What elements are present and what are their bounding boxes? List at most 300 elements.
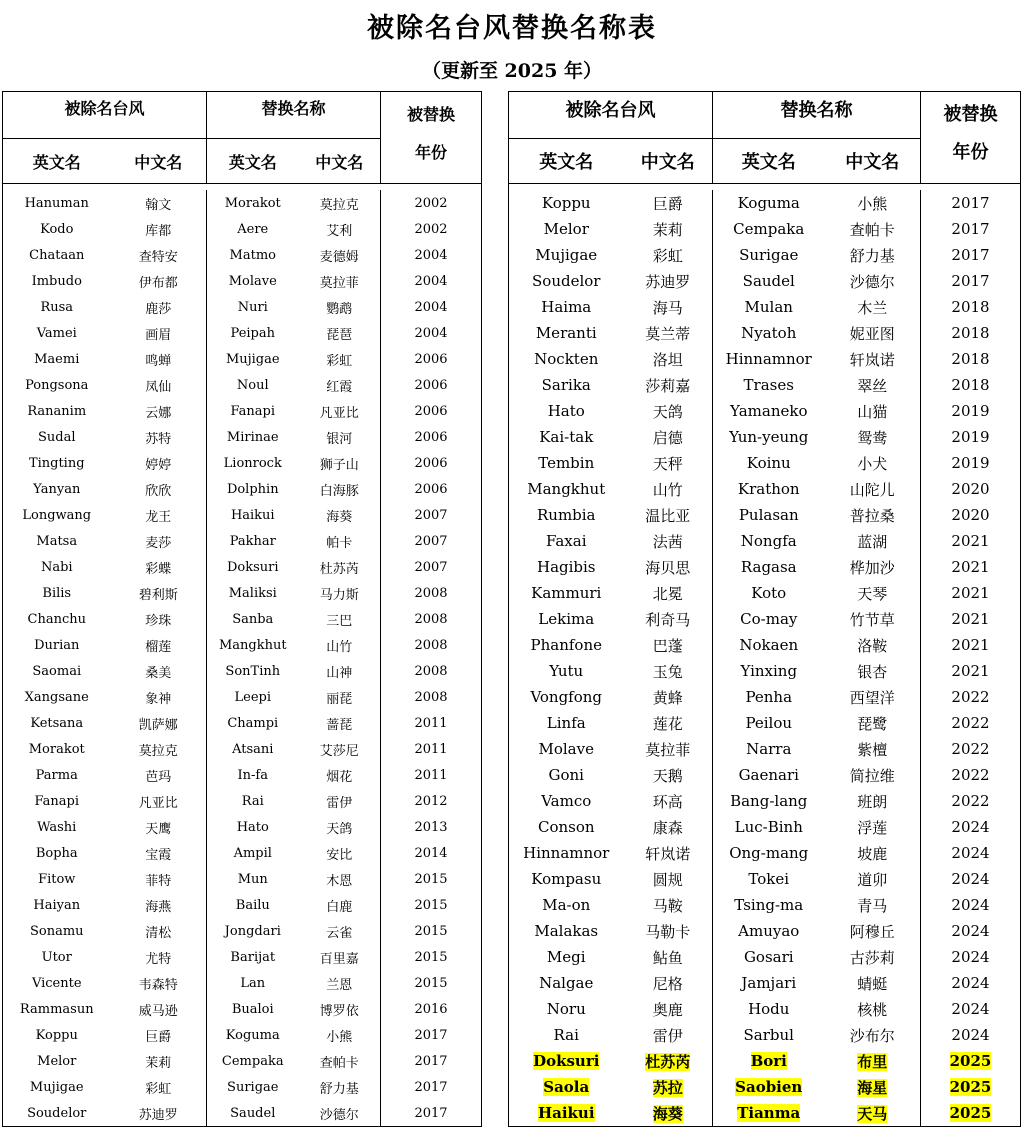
retired-en-text: Ketsana bbox=[30, 715, 84, 731]
retired-en-text: Kai-tak bbox=[539, 428, 594, 446]
header-new-zh: 中文名 bbox=[825, 139, 921, 184]
retired-en-text: Yanyan bbox=[33, 481, 81, 497]
new-zh-text: 红霞 bbox=[326, 379, 353, 395]
new-zh-text: 帕卡 bbox=[326, 535, 353, 551]
table-row bbox=[3, 268, 482, 294]
retired-en-cell bbox=[3, 944, 111, 970]
retired-zh-cell bbox=[111, 424, 207, 450]
new-zh-cell bbox=[299, 1048, 381, 1074]
new-zh-cell bbox=[299, 450, 381, 476]
new-zh-cell bbox=[825, 528, 921, 554]
retired-en-cell bbox=[3, 294, 111, 320]
year-cell bbox=[921, 814, 1021, 840]
retired-zh-cell bbox=[111, 892, 207, 918]
table-row bbox=[509, 840, 1021, 866]
header-year-bottom: 年份 bbox=[952, 142, 989, 163]
table-row bbox=[3, 866, 482, 892]
new-zh-cell bbox=[299, 346, 381, 372]
table-row bbox=[3, 632, 482, 658]
retired-en-text: Chataan bbox=[29, 247, 85, 263]
retired-zh-cell bbox=[624, 840, 713, 866]
table-row bbox=[509, 294, 1021, 320]
new-zh-text: 银河 bbox=[326, 431, 353, 447]
year-cell bbox=[381, 372, 482, 398]
new-en-text: Pakhar bbox=[229, 533, 276, 549]
retired-zh-cell bbox=[624, 1022, 713, 1048]
retired-en-text: Kompasu bbox=[531, 870, 602, 888]
page-title: 被除名台风替换名称表 bbox=[367, 13, 657, 44]
retired-en-cell bbox=[3, 918, 111, 944]
new-en-cell bbox=[713, 918, 825, 944]
table-row bbox=[3, 710, 482, 736]
retired-en-cell bbox=[509, 346, 624, 372]
retired-en-cell bbox=[3, 528, 111, 554]
year-text: 2007 bbox=[414, 559, 448, 575]
new-zh-cell bbox=[299, 294, 381, 320]
retired-en-text: Sarika bbox=[541, 376, 591, 394]
new-en-text: Tsing-ma bbox=[734, 896, 804, 914]
retired-en-text: Chanchu bbox=[27, 611, 86, 627]
retired-en-text: Maemi bbox=[34, 351, 80, 367]
new-en-cell bbox=[713, 554, 825, 580]
new-en-text: Mangkhut bbox=[218, 637, 287, 653]
table-row bbox=[3, 1100, 482, 1127]
new-en-cell bbox=[713, 762, 825, 788]
retired-en-cell bbox=[509, 1022, 624, 1048]
year-cell bbox=[381, 788, 482, 814]
new-zh-text: 马力斯 bbox=[319, 587, 359, 603]
new-en-cell bbox=[207, 684, 299, 710]
new-zh-text: 凡亚比 bbox=[319, 405, 359, 421]
retired-zh-text: 巴蓬 bbox=[652, 636, 683, 655]
new-zh-text: 丽琵 bbox=[326, 691, 353, 707]
retired-en-cell bbox=[509, 554, 624, 580]
retired-zh-cell bbox=[624, 242, 713, 268]
retired-en-cell bbox=[3, 1074, 111, 1100]
retired-en-cell bbox=[3, 476, 111, 502]
year-text: 2022 bbox=[951, 792, 990, 810]
new-en-text: SonTinh bbox=[225, 663, 281, 679]
year-text: 2007 bbox=[414, 533, 448, 549]
new-en-cell bbox=[207, 866, 299, 892]
retired-zh-cell bbox=[111, 944, 207, 970]
new-en-text: Koguma bbox=[225, 1027, 280, 1043]
year-cell bbox=[381, 242, 482, 268]
new-en-text: Krathon bbox=[737, 480, 800, 498]
year-text: 2017 bbox=[951, 194, 990, 212]
table-row bbox=[509, 372, 1021, 398]
new-en-text: Yun-yeung bbox=[729, 428, 809, 446]
retired-en-text: Nalgae bbox=[539, 974, 594, 992]
table-row bbox=[3, 892, 482, 918]
retired-en-cell bbox=[3, 996, 111, 1022]
retired-zh-cell bbox=[624, 710, 713, 736]
new-en-cell bbox=[207, 450, 299, 476]
new-en-cell bbox=[207, 424, 299, 450]
retired-en-cell bbox=[3, 632, 111, 658]
new-en-cell bbox=[207, 554, 299, 580]
year-cell bbox=[381, 918, 482, 944]
new-zh-cell bbox=[825, 268, 921, 294]
retired-en-cell bbox=[509, 242, 624, 268]
new-en-text: Gosari bbox=[743, 948, 794, 966]
new-zh-text: 天马 bbox=[857, 1104, 888, 1123]
new-zh-text: 舒力基 bbox=[319, 1081, 359, 1097]
year-text: 2017 bbox=[951, 272, 990, 290]
year-text: 2007 bbox=[414, 507, 448, 523]
retired-en-cell bbox=[509, 814, 624, 840]
year-cell bbox=[921, 710, 1021, 736]
year-text: 2024 bbox=[951, 922, 990, 940]
retired-zh-text: 莫兰蒂 bbox=[645, 324, 691, 343]
year-cell bbox=[921, 1100, 1021, 1127]
retired-en-cell bbox=[3, 268, 111, 294]
retired-en-text: Linfa bbox=[546, 714, 586, 732]
year-text: 2006 bbox=[414, 351, 448, 367]
new-en-text: Noul bbox=[236, 377, 269, 393]
retired-en-cell bbox=[3, 424, 111, 450]
year-cell bbox=[921, 1074, 1021, 1100]
year-text: 2017 bbox=[414, 1079, 448, 1095]
year-cell bbox=[921, 216, 1021, 242]
year-text: 2018 bbox=[951, 298, 990, 316]
year-text: 2018 bbox=[951, 350, 990, 368]
new-zh-text: 安比 bbox=[326, 847, 353, 863]
new-en-text: Saudel bbox=[230, 1105, 276, 1121]
retired-zh-text: 尼格 bbox=[652, 974, 683, 993]
new-en-text: Yamaneko bbox=[729, 402, 808, 420]
new-en-text: Co-may bbox=[740, 610, 798, 628]
table-row bbox=[509, 346, 1021, 372]
year-text: 2011 bbox=[414, 715, 448, 731]
new-zh-cell bbox=[825, 424, 921, 450]
retired-en-cell bbox=[3, 580, 111, 606]
year-cell bbox=[381, 970, 482, 996]
new-en-text: Peilou bbox=[745, 714, 793, 732]
retired-zh-text: 查特安 bbox=[138, 249, 178, 265]
new-en-text: Tokei bbox=[748, 870, 790, 888]
year-cell bbox=[921, 528, 1021, 554]
retired-zh-text: 马勒卡 bbox=[645, 922, 691, 941]
new-en-cell bbox=[207, 580, 299, 606]
new-zh-cell bbox=[825, 684, 921, 710]
retired-en-cell bbox=[3, 1100, 111, 1127]
new-en-cell bbox=[713, 216, 825, 242]
new-en-cell bbox=[207, 710, 299, 736]
header-new-zh: 中文名 bbox=[299, 139, 381, 184]
retired-zh-text: 莎莉嘉 bbox=[645, 376, 691, 395]
new-en-cell bbox=[713, 320, 825, 346]
table-row bbox=[3, 476, 482, 502]
retired-en-cell bbox=[509, 892, 624, 918]
retired-en-cell bbox=[3, 346, 111, 372]
new-zh-text: 普拉桑 bbox=[849, 506, 895, 525]
new-zh-text: 天鸽 bbox=[326, 821, 353, 837]
retired-en-text: Ma-on bbox=[542, 896, 591, 914]
table-row bbox=[509, 658, 1021, 684]
new-en-text: Barijat bbox=[230, 949, 276, 965]
retired-zh-text: 环高 bbox=[652, 792, 683, 811]
new-zh-cell bbox=[299, 580, 381, 606]
table-row bbox=[509, 216, 1021, 242]
retired-zh-cell bbox=[624, 762, 713, 788]
new-en-text: Sarbul bbox=[743, 1026, 794, 1044]
table-row bbox=[509, 684, 1021, 710]
retired-zh-text: 苏迪罗 bbox=[138, 1107, 178, 1123]
new-en-text: Sanba bbox=[232, 611, 274, 627]
new-zh-cell bbox=[825, 918, 921, 944]
year-text: 2022 bbox=[951, 688, 990, 706]
new-zh-text: 山陀儿 bbox=[849, 480, 895, 499]
retired-zh-text: 桑美 bbox=[145, 665, 172, 681]
retired-zh-cell bbox=[624, 554, 713, 580]
new-en-cell bbox=[207, 398, 299, 424]
new-en-cell bbox=[713, 190, 825, 216]
year-cell bbox=[381, 216, 482, 242]
year-text: 2017 bbox=[414, 1053, 448, 1069]
retired-en-text: Morakot bbox=[28, 741, 85, 757]
new-en-cell bbox=[713, 736, 825, 762]
new-en-text: Mujigae bbox=[225, 351, 280, 367]
new-en-text: Nokaen bbox=[739, 636, 799, 654]
new-zh-text: 海葵 bbox=[326, 509, 353, 525]
new-en-text: Nongfa bbox=[740, 532, 797, 550]
retired-zh-text: 启德 bbox=[652, 428, 683, 447]
new-en-cell bbox=[713, 996, 825, 1022]
retired-zh-cell bbox=[111, 372, 207, 398]
retired-zh-cell bbox=[111, 1100, 207, 1127]
new-en-text: Dolphin bbox=[226, 481, 279, 497]
retired-zh-text: 洛坦 bbox=[652, 350, 683, 369]
new-en-text: Penha bbox=[745, 688, 793, 706]
retired-en-text: Nockten bbox=[534, 350, 599, 368]
retired-zh-text: 清松 bbox=[145, 925, 172, 941]
new-zh-cell bbox=[299, 970, 381, 996]
retired-en-text: Hato bbox=[547, 402, 585, 420]
year-text: 2019 bbox=[951, 454, 990, 472]
retired-en-text: Kammuri bbox=[531, 584, 602, 602]
new-en-cell bbox=[713, 814, 825, 840]
retired-en-text: Vamei bbox=[36, 325, 77, 341]
new-en-text: Surigae bbox=[739, 246, 799, 264]
retired-zh-cell bbox=[111, 788, 207, 814]
year-cell bbox=[381, 294, 482, 320]
year-text: 2006 bbox=[414, 403, 448, 419]
new-zh-cell bbox=[299, 372, 381, 398]
retired-zh-cell bbox=[624, 606, 713, 632]
new-zh-text: 海星 bbox=[857, 1078, 888, 1097]
new-zh-cell bbox=[299, 632, 381, 658]
retired-en-text: Pongsona bbox=[25, 377, 89, 393]
year-cell bbox=[381, 944, 482, 970]
new-zh-cell bbox=[825, 216, 921, 242]
year-cell bbox=[381, 580, 482, 606]
retired-en-text: Saola bbox=[543, 1078, 590, 1096]
year-text: 2022 bbox=[951, 740, 990, 758]
right-table-body bbox=[509, 184, 1021, 1127]
year-text: 2024 bbox=[951, 948, 990, 966]
retired-zh-cell bbox=[111, 450, 207, 476]
retired-en-text: Tembin bbox=[538, 454, 595, 472]
retired-en-text: Rananim bbox=[27, 403, 87, 419]
new-zh-cell bbox=[825, 346, 921, 372]
retired-en-cell bbox=[3, 1022, 111, 1048]
table-row bbox=[3, 736, 482, 762]
table-row bbox=[3, 450, 482, 476]
new-en-text: Cempaka bbox=[221, 1053, 284, 1069]
table-row bbox=[3, 346, 482, 372]
new-zh-cell bbox=[299, 996, 381, 1022]
retired-zh-cell bbox=[624, 476, 713, 502]
year-text: 2008 bbox=[414, 585, 448, 601]
table-row bbox=[3, 606, 482, 632]
year-text: 2021 bbox=[951, 610, 990, 628]
retired-zh-cell bbox=[624, 1048, 713, 1074]
year-cell bbox=[381, 632, 482, 658]
retired-en-cell bbox=[3, 892, 111, 918]
year-cell bbox=[381, 1100, 482, 1127]
retired-zh-cell bbox=[111, 502, 207, 528]
new-en-cell bbox=[207, 736, 299, 762]
year-cell bbox=[381, 1048, 482, 1074]
new-en-text: Gaenari bbox=[738, 766, 799, 784]
new-zh-cell bbox=[299, 710, 381, 736]
new-zh-cell bbox=[299, 814, 381, 840]
year-cell bbox=[921, 632, 1021, 658]
retired-en-text: Utor bbox=[41, 949, 72, 965]
header-replacement: 替换名称 bbox=[713, 92, 921, 139]
retired-en-cell bbox=[509, 788, 624, 814]
retired-en-cell bbox=[509, 320, 624, 346]
year-text: 2015 bbox=[414, 949, 448, 965]
new-en-text: Ong-mang bbox=[729, 844, 809, 862]
retired-zh-text: 温比亚 bbox=[645, 506, 691, 525]
year-text: 2008 bbox=[414, 689, 448, 705]
retired-en-text: Molave bbox=[538, 740, 594, 758]
retired-zh-text: 鹿莎 bbox=[145, 301, 172, 317]
retired-en-cell bbox=[3, 788, 111, 814]
year-cell bbox=[381, 268, 482, 294]
retired-en-cell bbox=[3, 736, 111, 762]
new-en-cell bbox=[713, 242, 825, 268]
table-row bbox=[3, 1022, 482, 1048]
table-row bbox=[509, 320, 1021, 346]
table-row bbox=[3, 944, 482, 970]
year-text: 2021 bbox=[951, 558, 990, 576]
header-year bbox=[381, 92, 482, 184]
retired-en-cell bbox=[3, 684, 111, 710]
retired-zh-cell bbox=[111, 398, 207, 424]
retired-zh-text: 海贝思 bbox=[645, 558, 691, 577]
retired-en-cell bbox=[509, 450, 624, 476]
retired-zh-text: 彩虹 bbox=[145, 1081, 172, 1097]
retired-en-text: Conson bbox=[537, 818, 595, 836]
retired-zh-text: 凯萨娜 bbox=[138, 717, 178, 733]
year-cell bbox=[921, 320, 1021, 346]
new-en-text: Maliksi bbox=[228, 585, 277, 601]
retired-en-text: Melor bbox=[543, 220, 589, 238]
new-en-text: Ampil bbox=[233, 845, 272, 861]
new-en-cell bbox=[207, 788, 299, 814]
year-text: 2024 bbox=[951, 818, 990, 836]
year-cell bbox=[921, 944, 1021, 970]
retired-en-text: Doksuri bbox=[533, 1052, 600, 1070]
table-row bbox=[3, 190, 482, 216]
retired-zh-cell bbox=[111, 996, 207, 1022]
year-cell bbox=[381, 996, 482, 1022]
header-retired-zh: 中文名 bbox=[624, 139, 713, 184]
retired-en-text: Soudelor bbox=[27, 1105, 87, 1121]
year-cell bbox=[921, 398, 1021, 424]
new-en-cell bbox=[207, 892, 299, 918]
new-en-text: Peipah bbox=[230, 325, 275, 341]
new-zh-text: 莫拉菲 bbox=[319, 275, 359, 291]
new-zh-cell bbox=[299, 476, 381, 502]
retired-zh-cell bbox=[111, 918, 207, 944]
retired-en-text: Hinnamnor bbox=[523, 844, 610, 862]
retired-zh-text: 彩虹 bbox=[652, 246, 683, 265]
header-new-en: 英文名 bbox=[207, 139, 299, 184]
table-row bbox=[509, 450, 1021, 476]
retired-zh-text: 画眉 bbox=[145, 327, 172, 343]
new-zh-text: 布里 bbox=[857, 1052, 888, 1071]
new-en-cell bbox=[207, 242, 299, 268]
new-en-text: Fanapi bbox=[230, 403, 276, 419]
new-en-text: Matmo bbox=[229, 247, 276, 263]
new-en-cell bbox=[713, 1022, 825, 1048]
table-row bbox=[3, 996, 482, 1022]
header-year-top: 被替换 bbox=[407, 105, 456, 124]
new-en-cell bbox=[207, 1100, 299, 1127]
retired-en-text: Imbudo bbox=[31, 273, 82, 289]
new-zh-text: 白海豚 bbox=[319, 483, 359, 499]
table-row bbox=[3, 554, 482, 580]
new-zh-cell bbox=[299, 736, 381, 762]
table-row bbox=[3, 970, 482, 996]
table-row bbox=[509, 476, 1021, 502]
retired-en-cell bbox=[509, 502, 624, 528]
year-cell bbox=[381, 502, 482, 528]
retired-zh-text: 鸣蝉 bbox=[145, 353, 172, 369]
year-text: 2020 bbox=[951, 480, 990, 498]
retired-en-cell bbox=[3, 606, 111, 632]
new-en-cell bbox=[207, 1022, 299, 1048]
retired-en-cell bbox=[509, 190, 624, 216]
retired-en-text: Haiyan bbox=[33, 897, 81, 913]
header-retired-en: 英文名 bbox=[509, 139, 624, 184]
new-zh-cell bbox=[825, 580, 921, 606]
retired-en-text: Sonamu bbox=[29, 923, 84, 939]
new-zh-text: 紫檀 bbox=[857, 740, 888, 759]
year-cell bbox=[381, 424, 482, 450]
retired-en-text: Xangsane bbox=[24, 689, 89, 705]
retired-zh-cell bbox=[111, 320, 207, 346]
retired-en-text: Fanapi bbox=[34, 793, 79, 809]
retired-en-cell bbox=[3, 190, 111, 216]
new-zh-cell bbox=[299, 190, 381, 216]
retired-en-text: Melor bbox=[37, 1053, 77, 1069]
new-en-cell bbox=[207, 840, 299, 866]
new-zh-cell bbox=[299, 216, 381, 242]
retired-zh-cell bbox=[624, 684, 713, 710]
year-cell bbox=[921, 996, 1021, 1022]
retired-zh-text: 麦莎 bbox=[145, 535, 172, 551]
new-en-cell bbox=[207, 294, 299, 320]
table-row bbox=[509, 892, 1021, 918]
year-text: 2017 bbox=[414, 1027, 448, 1043]
retired-zh-text: 茉莉 bbox=[145, 1055, 172, 1071]
retired-en-cell bbox=[509, 762, 624, 788]
